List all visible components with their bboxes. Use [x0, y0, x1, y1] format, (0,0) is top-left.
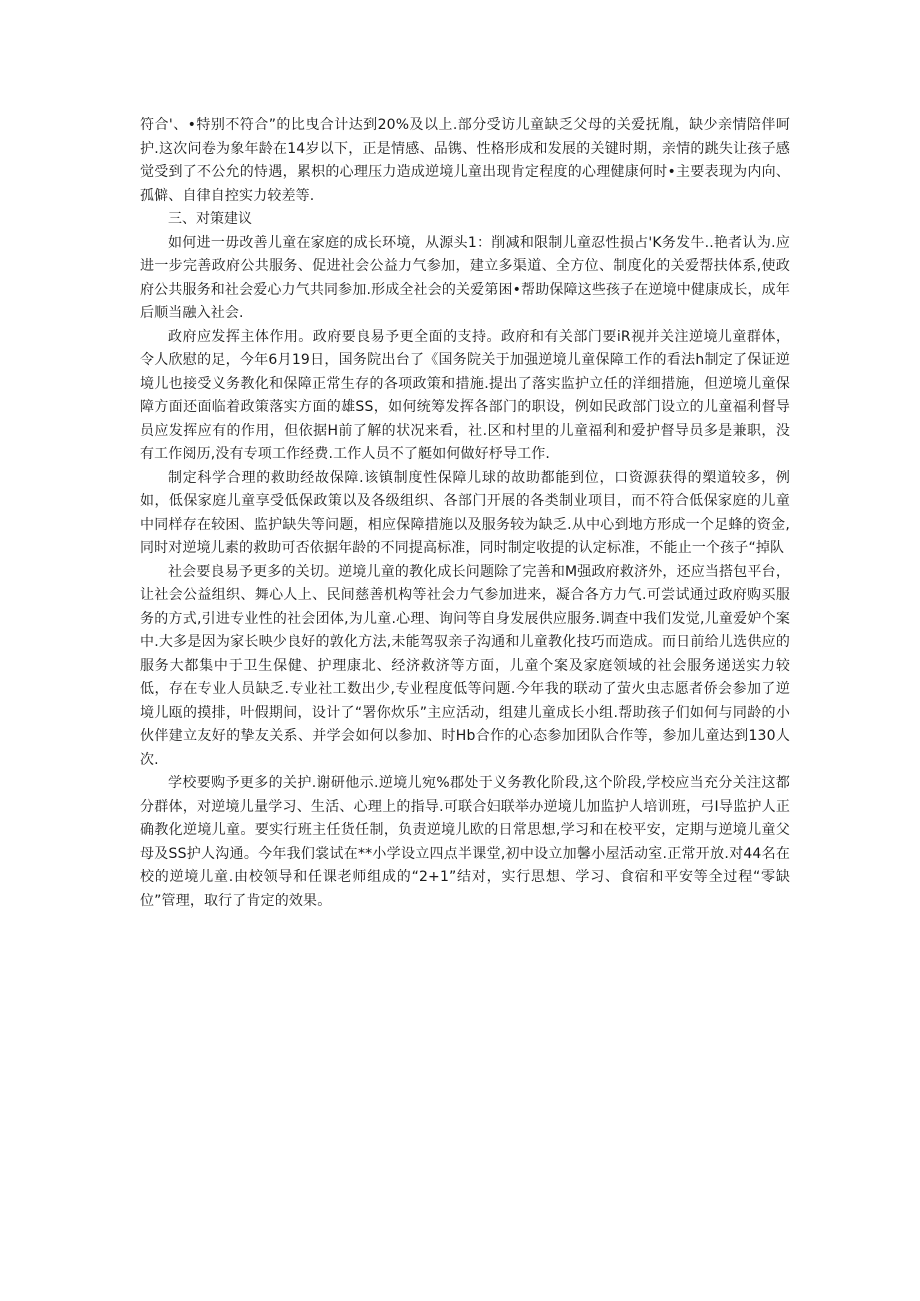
paragraph-government-role: 政府应发挥主体作用。政府要良易予更全面的支持。政府和有关部门要iR视并关注逆境儿童群体，令人欣慰的足，今年6月19日，国务院出台了《国务院关于加强逆境儿童保障工作的看法h制定了保证逆境儿也接受义务教化和保障正常生存的各项政策和措施.提出了落实监护立任的洋细措施，但逆境儿童保障方面还面临着政策落实方面的雄SS，如何统筹发挥各部门的职设，例如民政部门设立的儿童福利督导员应发挥应有的作用，但依据H前了解的状况来看，社.区和村里的儿童福利和爱护督导员多是兼职，没有工作阅历,没有专项工作经费.工作人员不了艇如何做好杼导工作. [140, 328, 790, 462]
section-heading: 三、对策建议 [168, 211, 252, 227]
paragraph-family-environment: 如何进一毋改善儿童在家庭的成长环境，从源头1：削减和限制儿童忍性损占'K务发牛..艳者认为.应进一步完善政府公共服务、促进社会公益力气参加，建立多渠道、全方位、制度化的关爱帮扶体系,使政府公共服务和社会爱心力气共同参加.形成全社会的关爱第困•帮助保障这些孩子在逆境中健康成长，成年后顺当融入社会. [140, 234, 790, 321]
document-body [140, 114, 790, 913]
paragraph-social-care: 社会要良易予更多的关切。逆境儿童的教化成长问题除了完善和M强政府救济外，还应当搭包平台，让社会公益组织、舞心人上、民间慈善机构等社会力气参加进来，凝合各方力气.可尝试通过政府购买服务的方式,引进专业性的社会团体,为儿童.心理、询问等自身发展供应服务.调查中我们发觉,儿童爱妒个案中.大多是因为家长映少良好的敦化方法,未能驾驭亲子沟通和儿童教化技巧而造成。而日前给儿选供应的服务大都集中于卫生保健、护理康北、经济救济等方面，儿童个案及家庭领域的社会服务递送实力较低，存在专业人员缺乏.专业社工数出少,专业程度低等问题.今年我的联动了萤火虫志愿者侨会参加了逆境儿瓯的摸排，叶假期间，设计了“署你炊乐”主应活动，组建儿童成长小组.帮助孩子们如何与同龄的小伙伴建立友好的挚友关系、并学会如何以参加、时Hb合作的心态参加团队合作等，参加儿童达到130人次. [140, 563, 790, 768]
paragraph-funding-guarantee: 制定科学合理的救助经故保障.该镇制度性保障儿球的故助都能到位，口资源获得的槊道较多，例如，低保家庭儿童享受低保政策以及各级组织、各部门开展的各类制业项目，而不符合低保家庭的儿童中同样存在较困、监护缺失等问题，相应保障措施以及服务较为缺乏.从中心到地方形成一个足蜂的资金,同时对逆境儿素的救助可否依据年龄的不同提高标准，同时制定收提的认定标准，不能止一个孩子“掉队 [140, 469, 790, 556]
paragraph-school-care: 学校要购予更多的关护.谢研他示.逆境儿宛%郡处于义务教化阶段,这个阶段,学校应当充分关注这都分群体，对逆境儿量学习、生活、心理上的指导.可联合妇联举办逆境儿加监护人培训班，弓I导监护人正确教化逆境儿童。要实行班主任货任制，负责逆境儿欧的日常思想,学习和在校平安，定期与逆境儿童父母及SS护人沟通。今年我们裳试在**小学设立四点半课堂,初中设立加馨小屋活动室.正常开放.对44名在校的逆境儿童.由校领导和任课老师组成的“2+1”结对，实行思想、学习、食宿和平安等全过程“零缺位”管理，取行了肯定的效果。 [140, 775, 790, 909]
intro-paragraph: 符合'、•特别不符合”的比曳合计达到20%及以上.部分受访儿童缺乏父母的关爱抚胤，缺少亲情陪伴呵护.这次问卷为象年龄在14岁以下，正是情感、品镌、性格形成和发展的关键时期，亲情的跳失让孩子感觉受到了不公允的恃遇，累枳的心理压力造成逆境儿童出现肯定程度的心理健康何时•主要表现为内向、孤僻、自律自控实力较差等. [140, 117, 790, 204]
